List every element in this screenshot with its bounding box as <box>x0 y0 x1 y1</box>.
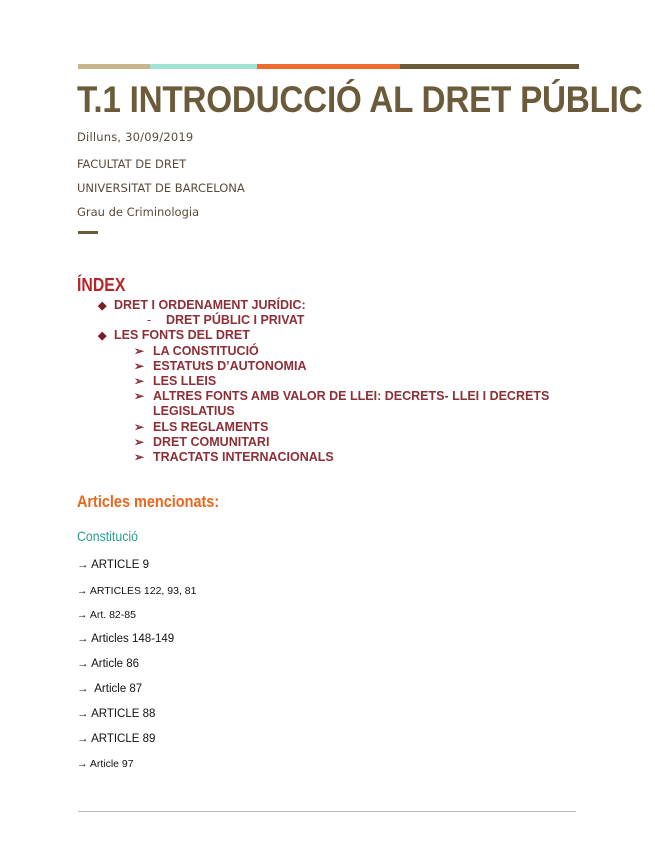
article-item <box>77 733 155 745</box>
faculty: FACULTAT DE DRET <box>77 157 187 171</box>
color-bar-segment-brown <box>400 64 579 69</box>
toc-subitem: ELS REGLAMENTS <box>153 420 269 434</box>
articles-heading: Articles mencionats: <box>77 492 220 511</box>
color-bar-segment-tan <box>78 64 150 69</box>
right-arrow-icon: → <box>77 633 89 645</box>
dash-bullet-icon: - <box>147 313 152 327</box>
right-arrow-icon: → <box>77 609 88 621</box>
footer-divider <box>78 811 576 812</box>
arrowhead-bullet-icon: ➢ <box>134 344 145 358</box>
arrowhead-bullet-icon: ➢ <box>134 389 145 403</box>
toc-subitem: LES LLEIS <box>153 374 217 388</box>
university: UNIVERSITAT DE BARCELONA <box>77 181 245 195</box>
title-underline-divider <box>78 231 98 234</box>
right-arrow-icon: → <box>77 708 89 720</box>
article-label: Article 86 <box>91 658 139 670</box>
article-item <box>77 559 149 571</box>
decorative-color-bar <box>78 64 579 69</box>
toc-item: DRET I ORDENAMENT JURÍDIC: <box>114 298 306 312</box>
right-arrow-icon: → <box>77 758 88 770</box>
article-item <box>77 758 134 770</box>
article-item <box>77 609 136 621</box>
arrowhead-bullet-icon: ➢ <box>134 374 145 388</box>
article-label: ARTICLE 9 <box>91 559 150 571</box>
arrowhead-bullet-icon: ➢ <box>134 420 145 434</box>
article-item <box>77 658 139 670</box>
arrowhead-bullet-icon: ➢ <box>134 450 145 464</box>
right-arrow-icon: → <box>77 733 89 745</box>
right-arrow-icon: → <box>77 658 89 670</box>
color-bar-segment-mint <box>150 64 257 69</box>
article-item <box>77 683 142 695</box>
toc-subitem: DRET COMUNITARI <box>153 435 270 449</box>
toc-subitem: TRACTATS INTERNACIONALS <box>153 450 334 464</box>
article-label: Art. 82-85 <box>89 609 136 621</box>
article-item <box>77 633 174 645</box>
right-arrow-icon: → <box>77 585 88 597</box>
article-item <box>77 708 155 720</box>
article-item <box>77 585 196 597</box>
toc-subitem: LA CONSTITUCIÓ <box>153 344 259 358</box>
degree: Grau de Criminologia <box>77 205 200 219</box>
right-arrow-icon: → <box>77 683 89 695</box>
document-title: T.1 INTRODUCCIÓ AL DRET PÚBLIC <box>77 79 643 120</box>
index-heading: ÍNDEX <box>77 275 126 295</box>
article-label: Article 87 <box>91 683 143 695</box>
article-label: ARTICLE 89 <box>91 733 156 745</box>
toc-item: LES FONTS DEL DRET <box>114 328 250 342</box>
toc-subitem: ESTATUtS D’AUTONOMIA <box>153 359 307 373</box>
right-arrow-icon: → <box>77 559 89 571</box>
diamond-bullet-icon: ◆ <box>98 330 107 342</box>
article-label: ARTICLE 88 <box>91 708 156 720</box>
arrowhead-bullet-icon: ➢ <box>134 435 145 449</box>
arrowhead-bullet-icon: ➢ <box>134 359 145 373</box>
diamond-bullet-icon: ◆ <box>98 300 107 312</box>
article-label: ARTICLES 122, 93, 81 <box>89 585 197 597</box>
article-label: Article 97 <box>89 758 134 770</box>
section-heading-constitucio: Constitució <box>77 528 138 544</box>
toc-subitem: ALTRES FONTS AMB VALOR DE LLEI: DECRETS- LLEI I DECRETS LEGISLATIUS <box>153 389 550 418</box>
article-label: Articles 148-149 <box>91 633 175 645</box>
color-bar-segment-orange <box>257 64 400 69</box>
toc-subitem: DRET PÚBLIC I PRIVAT <box>166 313 305 327</box>
date: Dilluns, 30/09/2019 <box>77 130 194 144</box>
